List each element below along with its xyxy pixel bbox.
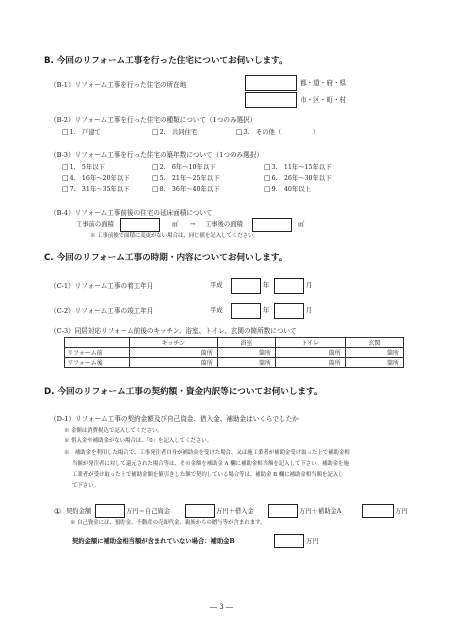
c2-era: 平成 — [210, 307, 223, 314]
b4-note: ※ 工事前後で面積に変更がない場合は、同じ値を記入してください。 — [90, 233, 259, 239]
row-label: リフォーム後 — [65, 358, 130, 368]
prefecture-suffix: 都・道・府・県 — [300, 79, 347, 87]
contract-amount-input[interactable] — [95, 504, 125, 518]
c3-label: （C-3）同居対応リフォーム前後のキッチン、浴室、トイレ、玄関の箇所数について — [50, 327, 297, 335]
table-header-row — [65, 338, 404, 348]
b3-option-1[interactable]: □1. 5年以下 — [62, 163, 105, 171]
before-area-input[interactable] — [120, 218, 160, 232]
after-area-label: 工事後の面積 — [205, 221, 243, 228]
arrow-icon: → — [190, 221, 196, 228]
b3-option-6[interactable]: □6. 26年～30年以下 — [264, 174, 332, 182]
table-cell[interactable]: 箇所 — [130, 348, 218, 358]
c2-month-unit: 月 — [306, 307, 313, 314]
c1-month-input[interactable] — [274, 278, 304, 294]
c1-label: （C-1）リフォーム工事の着工年月 — [50, 282, 154, 290]
table-cell[interactable]: 箇所 — [276, 358, 346, 368]
table-row — [65, 348, 404, 358]
d1-note-3-line-2: 当額が発注者に対して還元された場合等は、その金額を補助金 A 欄に補助金相当額を記入して下さい。補助金を施 — [72, 461, 349, 467]
d1-note-1: ※ 金額は消費税込で記入してください。 — [64, 428, 163, 434]
checkbox-icon[interactable]: □ — [264, 163, 271, 171]
column-header-toilet: トイレ — [276, 338, 346, 348]
checkbox-icon[interactable]: □ — [236, 128, 243, 136]
checkbox-icon[interactable]: □ — [264, 174, 271, 182]
page-number: ― 3 ― — [210, 603, 233, 611]
self-funds-input[interactable] — [185, 504, 215, 518]
section-c-heading: C. 今回のリフォーム工事の時期・内容についてお伺いします。 — [44, 253, 288, 263]
column-header-kitchen: キッチン — [130, 338, 218, 348]
checkbox-icon[interactable]: □ — [62, 174, 69, 182]
contract-amount-label: 契約金額 — [66, 508, 92, 515]
formula-number: ① — [54, 507, 62, 516]
c1-month-unit: 月 — [306, 282, 313, 289]
checkbox-icon[interactable]: □ — [62, 128, 69, 136]
table-cell[interactable]: 箇所 — [217, 348, 275, 358]
before-area-label: 工事前の面積 — [76, 221, 114, 228]
checkbox-icon[interactable]: □ — [264, 185, 271, 193]
b2-label: （B-2）リフォーム工事を行った住宅の種類について（1つのみ選択） — [50, 116, 257, 124]
table-row — [65, 358, 404, 368]
loan-input[interactable] — [268, 504, 298, 518]
b1-label: （B-1）リフォーム工事を行った住宅の所在地 — [50, 81, 187, 89]
city-input[interactable] — [245, 92, 297, 108]
table-cell[interactable]: 箇所 — [130, 358, 218, 368]
c2-month-input[interactable] — [274, 303, 304, 319]
formula-note: ※ 自己資金には、預貯金、不動産の売却代金、親族からの贈与等が含まれます。 — [70, 520, 266, 526]
c2-label: （C-2）リフォーム工事の竣工年月 — [50, 307, 154, 315]
b2-option-1[interactable]: □1. 戸建て — [62, 128, 101, 136]
b2-option-3[interactable]: □3. その他（ ） — [236, 128, 319, 136]
d1-note-2: ※ 借入金や補助金がない場合は、「0」を記入してください。 — [64, 438, 212, 444]
subsidy-b-label: 契約金額に補助金相当額が含まれていない場合：補助金B — [72, 538, 235, 545]
column-header-bath: 浴室 — [217, 338, 275, 348]
table-cell[interactable]: 箇所 — [276, 348, 346, 358]
c1-year-input[interactable] — [231, 278, 261, 294]
b3-option-3[interactable]: □3. 11年～15年以下 — [264, 163, 332, 171]
c1-year-unit: 年 — [263, 282, 270, 289]
subsidy-b-unit: 万円 — [306, 538, 319, 545]
b3-option-7[interactable]: □7. 31年～35年以下 — [62, 185, 130, 193]
table-cell[interactable]: 箇所 — [345, 348, 403, 358]
subsidy-a-unit: 万円 — [395, 508, 408, 515]
c2-year-input[interactable] — [231, 303, 261, 319]
section-d-heading: D. 今回のリフォーム工事の契約額・資金内訳等についてお伺いします。 — [44, 387, 323, 397]
after-area-input[interactable] — [252, 218, 292, 232]
b4-label: （B-4）リフォーム工事前後の住宅の延床面積について — [50, 209, 213, 217]
section-b-heading: B. 今回のリフォーム工事を行った住宅についてお伺いします。 — [44, 56, 288, 66]
b3-option-8[interactable]: □8. 36年～40年以下 — [152, 185, 220, 193]
subsidy-b-input[interactable] — [274, 534, 304, 548]
subsidy-a-label: 万円＋補助金A — [299, 508, 342, 515]
subsidy-a-input[interactable] — [362, 504, 394, 518]
d1-label: （D-1）リフォーム工事の契約金額及び自己資金、借入金、補助金はいくらでしたか — [50, 415, 299, 423]
d1-note-3-line-4: て下さい。 — [72, 483, 99, 489]
column-header-entrance: 玄関 — [345, 338, 403, 348]
loan-label: 万円＋借入金 — [216, 508, 254, 515]
b3-option-5[interactable]: □5. 21年～25年以下 — [152, 174, 220, 182]
self-funds-label: 万円＝自己資金 — [126, 508, 171, 515]
checkbox-icon[interactable]: □ — [62, 163, 69, 171]
checkbox-icon[interactable]: □ — [62, 185, 69, 193]
c2-year-unit: 年 — [263, 307, 270, 314]
checkbox-icon[interactable]: □ — [152, 163, 159, 171]
after-area-unit: ㎡ — [298, 221, 305, 228]
c1-era: 平成 — [210, 282, 223, 289]
row-label: リフォーム前 — [65, 348, 130, 358]
d1-note-3-line-1: ※ 補助金を利用した場合で、工事発注者自身が補助金を受けた場合、又は施工業者が補助金受け取った上で補助金相 — [64, 450, 350, 456]
b3-label: （B-3）リフォーム工事を行った住宅の築年数について（1つのみ選択） — [50, 151, 263, 159]
city-suffix: 市・区・町・村 — [300, 96, 347, 104]
checkbox-icon[interactable]: □ — [152, 185, 159, 193]
prefecture-input[interactable] — [245, 75, 297, 91]
table-cell[interactable]: 箇所 — [345, 358, 403, 368]
checkbox-icon[interactable]: □ — [152, 128, 159, 136]
b3-option-9[interactable]: □9. 40年以上 — [264, 185, 311, 193]
b3-option-2[interactable]: □2. 6年～10年以下 — [152, 163, 216, 171]
facility-count-table — [64, 337, 404, 368]
before-area-unit: ㎡ — [172, 221, 179, 228]
b2-option-2[interactable]: □2. 共同住宅 — [152, 128, 198, 136]
b3-option-4[interactable]: □4. 16年～20年以下 — [62, 174, 130, 182]
d1-note-3-line-3: 工業者が受け取った上で補助金額を値引きした額で契約している場合等は、補助金 B 欄に補助金相当額を記入し — [72, 472, 344, 478]
checkbox-icon[interactable]: □ — [152, 174, 159, 182]
table-cell[interactable]: 箇所 — [217, 358, 275, 368]
